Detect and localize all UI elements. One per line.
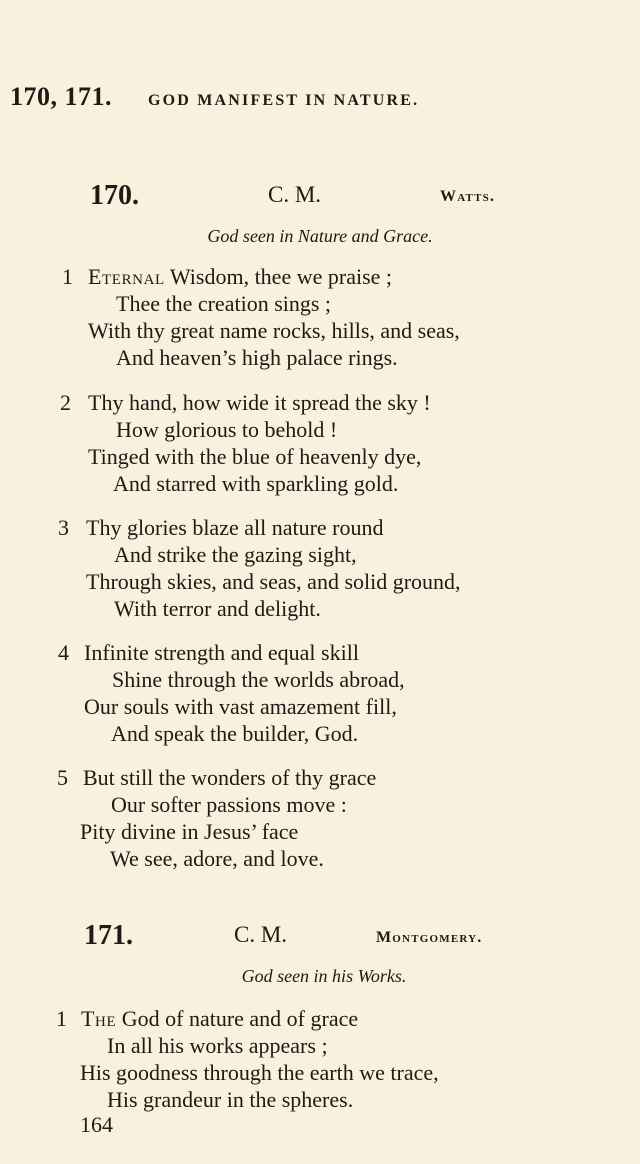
hymn-heading (0, 920, 640, 954)
verse-line: Infinite strength and equal skill (84, 640, 359, 665)
verse-line: Through skies, and seas, and solid ground, (86, 569, 461, 594)
verse-line: And speak the builder, God. (111, 721, 359, 746)
hymn-heading (0, 180, 640, 214)
verse-line: His grandeur in the spheres. (107, 1087, 354, 1112)
verse-line: His goodness through the earth we trace, (80, 1060, 439, 1085)
verse-line: And starred with sparkling gold. (113, 471, 399, 496)
hymn-meter: C. M. (268, 182, 322, 207)
hymn-author: Watts. (440, 188, 496, 205)
verse-line: Thee the creation sings ; (116, 291, 332, 316)
verse-number: 4 (58, 640, 69, 665)
verse-number: 1 (62, 264, 73, 289)
verse-line: And heaven’s high palace rings. (116, 345, 398, 370)
verse-line: Pity divine in Jesus’ face (80, 819, 299, 844)
verse-line: With thy great name rocks, hills, and seas, (88, 318, 460, 343)
verse-line: With terror and delight. (114, 596, 321, 621)
verse-line (88, 264, 392, 290)
running-head-title: GOD MANIFEST IN NATURE. (148, 92, 420, 109)
verse-line: How glorious to behold ! (116, 417, 338, 442)
verse-first-rest: Wisdom, thee we praise ; (164, 264, 393, 289)
page-number: 164 (80, 1112, 113, 1137)
running-head (10, 82, 620, 112)
verse-line: We see, adore, and love. (110, 846, 324, 871)
verse-line (81, 1006, 358, 1032)
verse-line: Our souls with vast amazement fill, (84, 694, 397, 719)
verse-line: Thy hand, how wide it spread the sky ! (88, 390, 431, 415)
verse-first-word: The (81, 1006, 117, 1031)
verse-line: But still the wonders of thy grace (83, 765, 377, 790)
running-head-numbers: 170, 171. (10, 82, 112, 111)
verse-line: Tinged with the blue of heavenly dye, (88, 444, 422, 469)
verse-number: 1 (56, 1006, 67, 1031)
hymn-number: 171. (84, 920, 133, 951)
hymn-meter: C. M. (234, 922, 288, 947)
verse-number: 5 (57, 765, 68, 790)
verse-number: 3 (58, 515, 69, 540)
hymn-author: Montgomery. (376, 929, 483, 946)
hymn-subtitle: God seen in his Works. (241, 966, 407, 986)
hymn-subtitle: God seen in Nature and Grace. (207, 226, 433, 246)
verse-line: Thy glories blaze all nature round (86, 515, 384, 540)
hymn-number: 170. (90, 180, 139, 211)
verse-line: Shine through the worlds abroad, (112, 667, 405, 692)
verse-line: Our softer passions move : (111, 792, 347, 817)
verse-line: In all his works appears ; (107, 1033, 328, 1058)
verse-first-rest: God of nature and of grace (116, 1006, 359, 1031)
verse-first-word: Eternal (88, 264, 165, 289)
verse-line: And strike the gazing sight, (114, 542, 357, 567)
verse-number: 2 (60, 390, 71, 415)
